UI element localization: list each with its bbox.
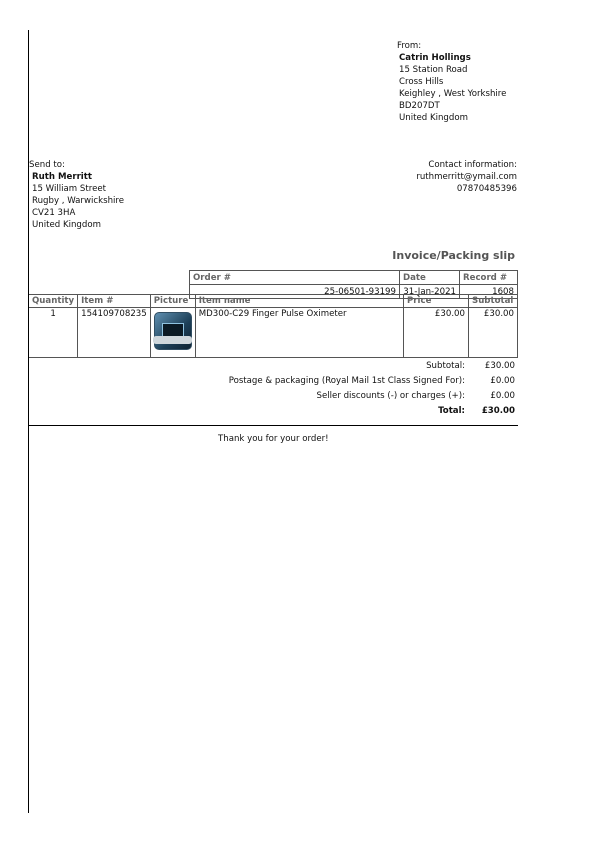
oximeter-clip — [153, 336, 192, 344]
total-value: £30.00 — [481, 406, 515, 416]
item-name-header: Item name — [195, 295, 403, 308]
pulse-oximeter-image — [154, 312, 192, 350]
item-subtotal: £30.00 — [469, 308, 518, 358]
sender-line: 15 Station Road — [399, 65, 468, 75]
recipient-line: United Kingdom — [32, 220, 101, 230]
picture-header: Picture — [150, 295, 195, 308]
record-number: 1608 — [460, 285, 518, 299]
postage-value: £0.00 — [490, 376, 515, 386]
item-price: £30.00 — [404, 308, 469, 358]
item-number-header: Item # — [78, 295, 151, 308]
postage-label: Postage & packaging (Royal Mail 1st Class Signed For): — [228, 376, 465, 386]
items-table — [29, 294, 518, 358]
sender-line: Keighley , West Yorkshire — [399, 89, 507, 99]
contact-information — [416, 159, 517, 195]
recipient-address — [29, 159, 124, 231]
send-to-heading: Send to: — [29, 160, 65, 170]
subtotal-header: Subtotal — [469, 295, 518, 308]
table-row — [29, 308, 518, 358]
subtotal-label: Subtotal: — [426, 361, 465, 371]
sender-line: BD207DT — [399, 101, 440, 111]
quantity-header: Quantity — [29, 295, 78, 308]
contact-heading: Contact information: — [428, 160, 517, 170]
order-number: 25-06501-93199 — [190, 285, 400, 299]
totals-section — [229, 359, 515, 419]
sender-name: Catrin Hollings — [399, 53, 471, 63]
page-title: Invoice/Packing slip — [392, 249, 515, 262]
oximeter-screen — [162, 323, 184, 337]
total-label: Total: — [438, 406, 465, 416]
discounts-label: Seller discounts (-) or charges (+): — [316, 391, 465, 401]
divider — [29, 425, 518, 426]
order-number-header: Order # — [190, 271, 400, 285]
sender-line: Cross Hills — [399, 77, 444, 87]
date-header: Date — [400, 271, 460, 285]
thank-you-message: Thank you for your order! — [218, 434, 329, 444]
contact-phone: 07870485396 — [456, 184, 517, 194]
item-picture-cell — [150, 308, 195, 358]
price-header: Price — [404, 295, 469, 308]
recipient-line: Rugby , Warwickshire — [32, 196, 125, 206]
left-margin-line — [28, 30, 29, 813]
recipient-line: CV21 3HA — [32, 208, 76, 218]
subtotal-value: £30.00 — [484, 361, 515, 371]
record-number-header: Record # — [460, 271, 518, 285]
sender-line: United Kingdom — [399, 113, 468, 123]
item-name: MD300-C29 Finger Pulse Oximeter — [195, 308, 403, 358]
item-quantity: 1 — [29, 308, 78, 358]
order-date: 31-Jan-2021 — [400, 285, 460, 299]
recipient-name: Ruth Merritt — [32, 172, 92, 182]
sender-address — [397, 40, 506, 124]
recipient-line: 15 William Street — [32, 184, 107, 194]
from-heading: From: — [397, 41, 422, 51]
contact-email: ruthmerritt@ymail.com — [416, 172, 517, 182]
item-number: 154109708235 — [78, 308, 151, 358]
discounts-value: £0.00 — [490, 391, 515, 401]
